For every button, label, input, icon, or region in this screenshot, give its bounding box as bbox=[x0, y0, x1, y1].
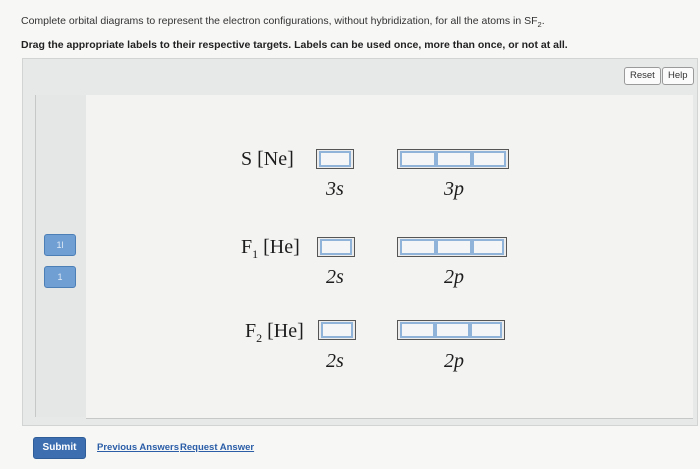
drag-instruction: Drag the appropriate labels to their respective targets. Labels can be used once, more than once, or not at all. bbox=[21, 39, 568, 51]
orbital-label-2p: 2p bbox=[444, 350, 464, 372]
s-orbital-target-s[interactable] bbox=[316, 149, 354, 169]
orbital-label-2s: 2s bbox=[326, 266, 344, 288]
p-orbital-target-1[interactable] bbox=[400, 322, 435, 338]
orbital-label-3p: 3p bbox=[444, 178, 464, 200]
p-orbital-target-3[interactable] bbox=[472, 239, 504, 255]
p-orbital-target-1[interactable] bbox=[400, 239, 436, 255]
s-orbital-target-f2[interactable] bbox=[318, 320, 356, 340]
previous-answers-link[interactable]: Previous Answers bbox=[97, 442, 180, 453]
p-orbitals-s bbox=[397, 149, 509, 169]
p-orbital-target-2[interactable] bbox=[436, 151, 472, 167]
orbital-label-2s: 2s bbox=[326, 350, 344, 372]
label-single-electron[interactable]: 1 bbox=[44, 266, 76, 288]
orbital-label-3s: 3s bbox=[326, 178, 344, 200]
question-instruction: Complete orbital diagrams to represent the electron configurations, without hybridization, for all the atoms in $SF_2$. bbox=[21, 15, 545, 30]
atom-label-f1: $F_1$ [He] bbox=[241, 236, 300, 261]
orbital-label-2p: 2p bbox=[444, 266, 464, 288]
request-answer-link[interactable]: Request Answer bbox=[180, 442, 255, 453]
atom-label-f2: $F_2$ [He] bbox=[245, 320, 304, 345]
p-orbitals-f2 bbox=[397, 320, 505, 340]
p-orbital-target-3[interactable] bbox=[470, 322, 502, 338]
atom-label-s: S [Ne] bbox=[241, 148, 294, 170]
label-paired-electrons[interactable]: 1l bbox=[44, 234, 76, 256]
p-orbitals-f1 bbox=[397, 237, 507, 257]
help-button[interactable]: Help bbox=[662, 67, 694, 85]
p-orbital-target-3[interactable] bbox=[472, 151, 506, 167]
label-tray bbox=[35, 95, 87, 417]
p-orbital-target-2[interactable] bbox=[436, 239, 472, 255]
p-orbital-target-2[interactable] bbox=[435, 322, 470, 338]
orbital-diagram-canvas bbox=[86, 95, 693, 419]
submit-button[interactable]: Submit bbox=[33, 437, 86, 459]
p-orbital-target-1[interactable] bbox=[400, 151, 436, 167]
reset-button[interactable]: Reset bbox=[624, 67, 661, 85]
s-orbital-target-f1[interactable] bbox=[317, 237, 355, 257]
